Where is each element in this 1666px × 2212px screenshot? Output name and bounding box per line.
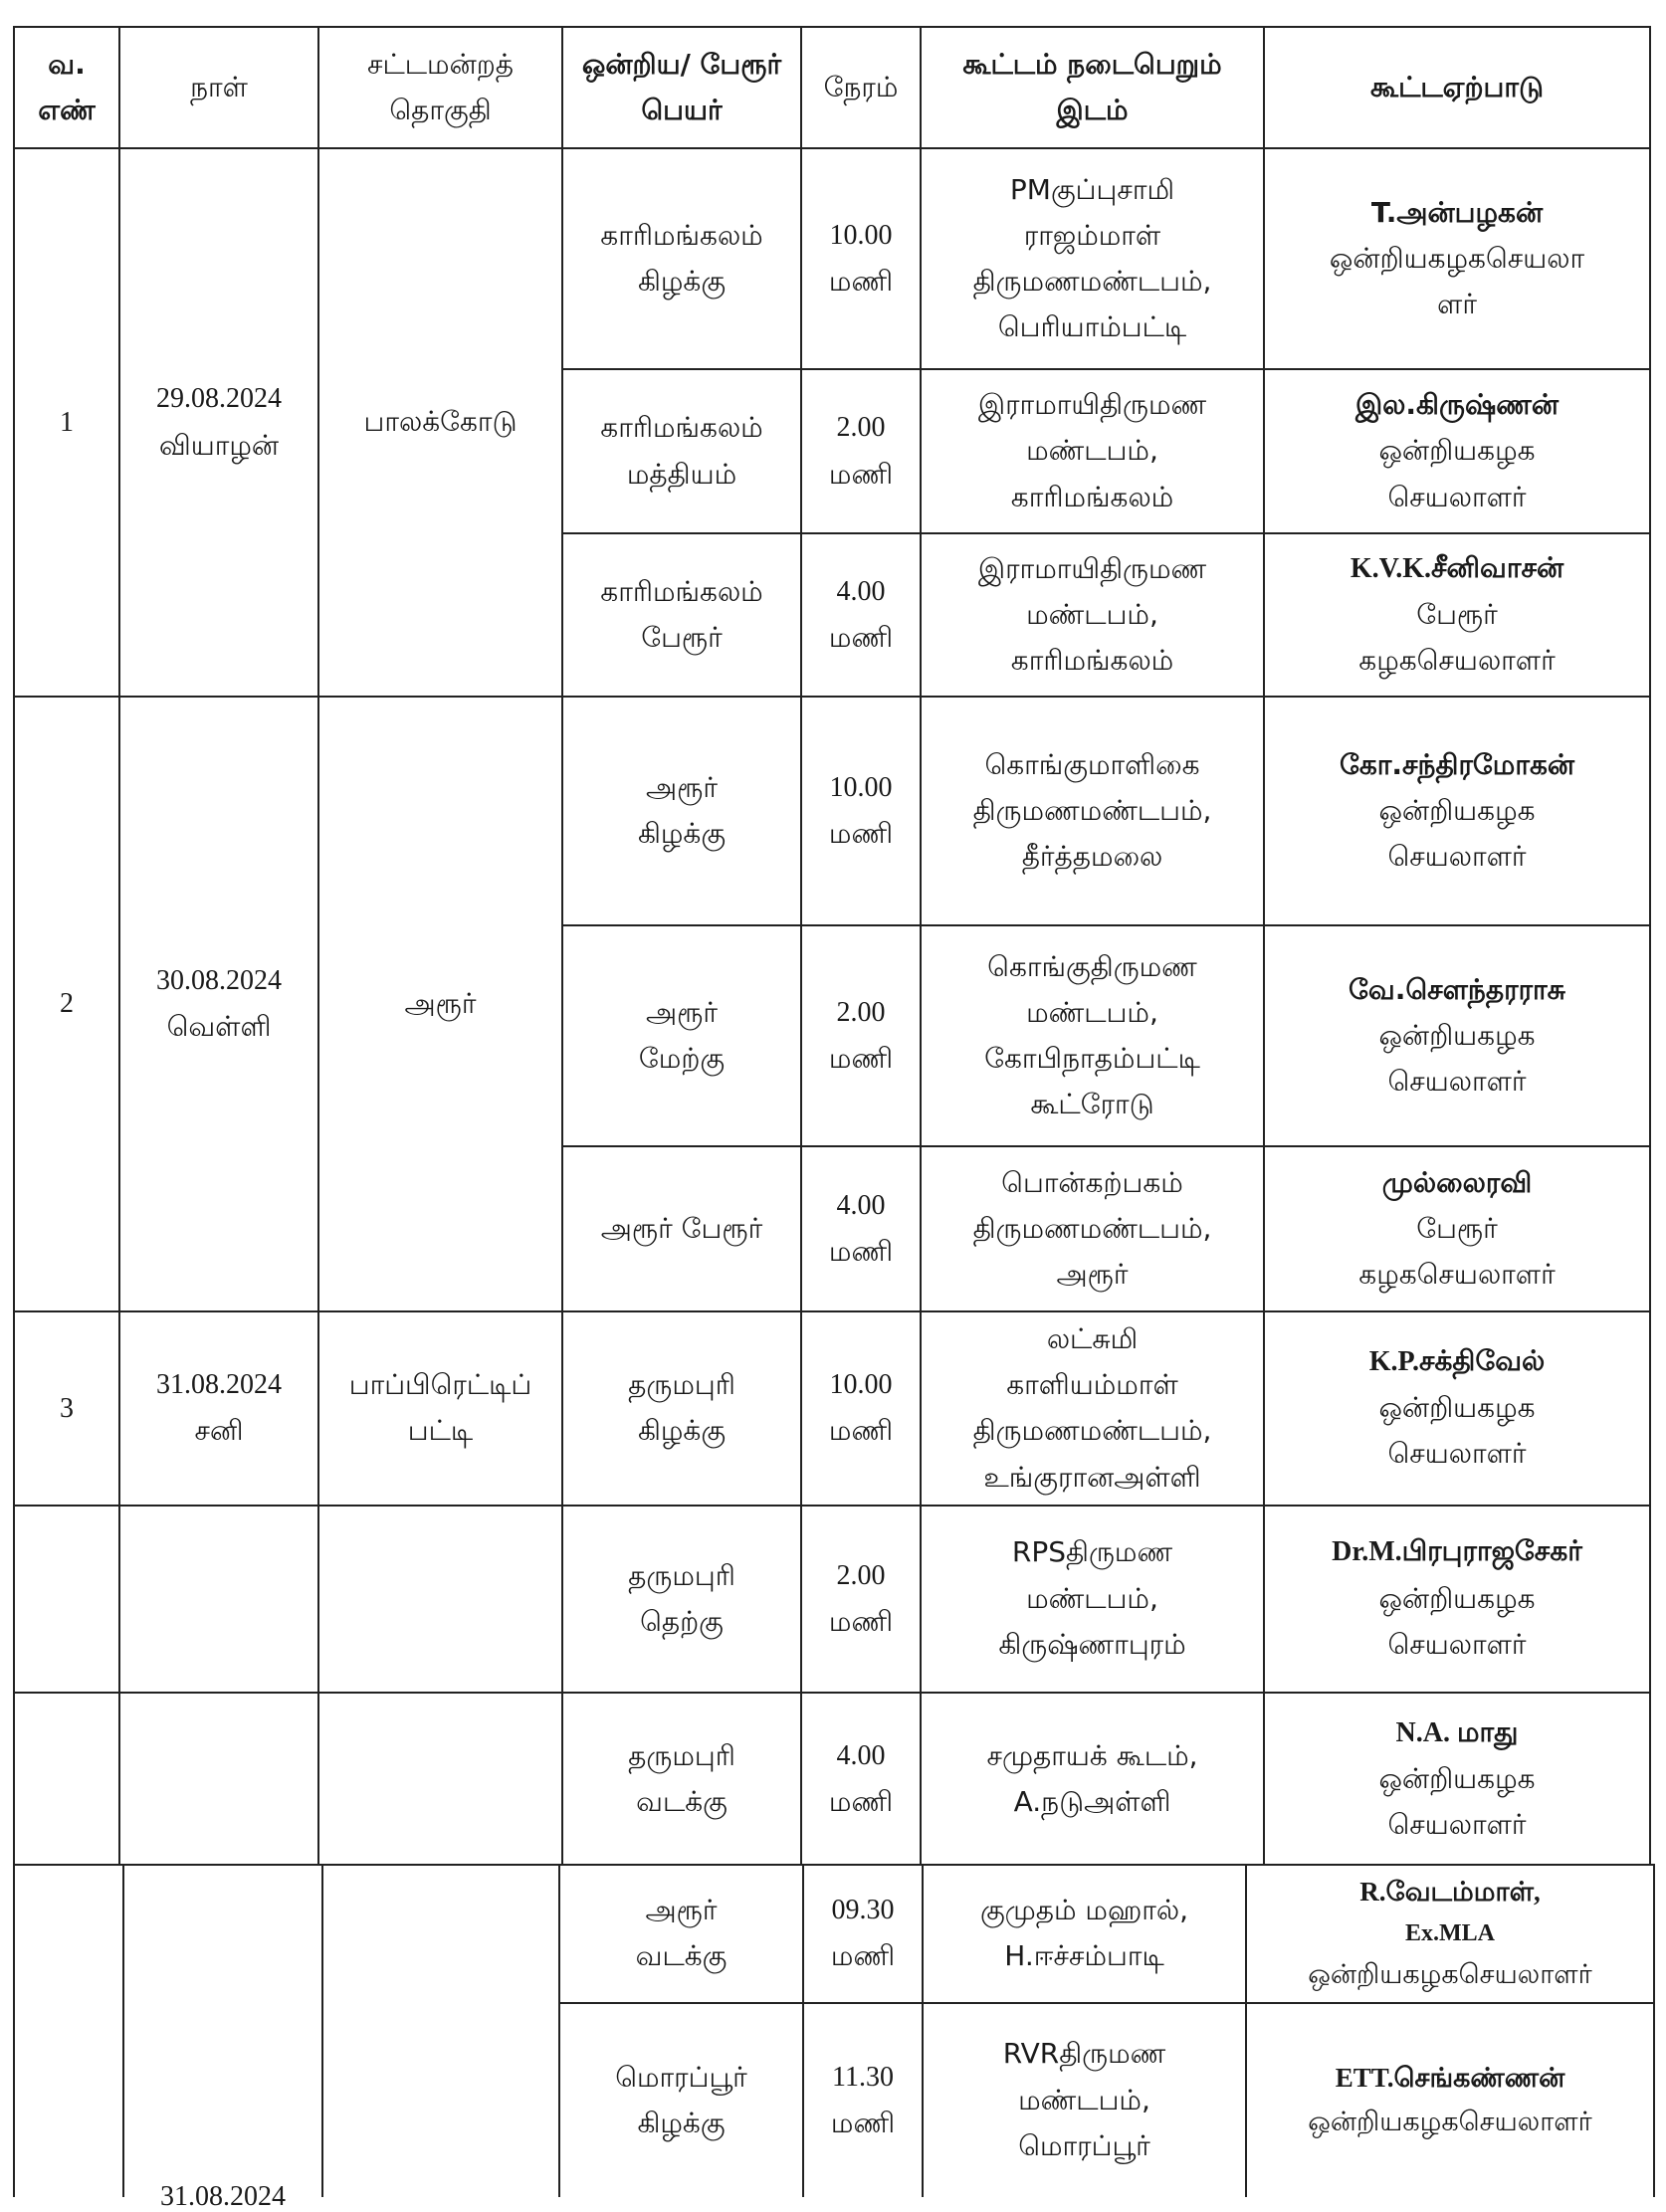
- empty-cell: [119, 1506, 318, 1693]
- table-row: [14, 148, 1650, 369]
- venue-cell: பொன்கற்பகம் திருமணமண்டபம், அரூர்: [921, 1146, 1264, 1311]
- schedule-table: [13, 26, 1651, 1866]
- organizer-cell: N.A. மாது ஒன்றியகழக செயலாளர்: [1264, 1693, 1650, 1866]
- time-cell: 2.00 மணி: [801, 369, 921, 533]
- date-cell: 30.08.2024 வெள்ளி: [119, 697, 318, 1311]
- time-cell: 11.30 மணி: [803, 2003, 923, 2197]
- date-cell: 29.08.2024 வியாழன்: [119, 148, 318, 697]
- header-sno: வ. எண்: [14, 27, 119, 148]
- time-cell: 2.00 மணி: [801, 925, 921, 1146]
- venue-cell: லட்சுமி காளியம்மாள் திருமணமண்டபம், உங்குரானஅள்ளி: [921, 1311, 1264, 1506]
- empty-cell: [322, 1865, 559, 2197]
- organizer-cell: கோ.சந்திரமோகன் ஒன்றியகழக செயலாளர்: [1264, 697, 1650, 925]
- union-cell: காரிமங்கலம் பேரூர்: [562, 533, 801, 697]
- organizer-cell: முல்லைரவி பேரூர் கழகசெயலாளர்: [1264, 1146, 1650, 1311]
- empty-cell: [14, 1865, 123, 2197]
- table-row: [14, 1865, 1654, 2003]
- empty-cell: [318, 1506, 562, 1693]
- union-cell: அரூர் கிழக்கு: [562, 697, 801, 925]
- sno-cell: 1: [14, 148, 119, 697]
- sno-cell: 2: [14, 697, 119, 1311]
- constituency-cell: அரூர்: [318, 697, 562, 1311]
- header-union: ஒன்றிய/ பேரூர் பெயர்: [562, 27, 801, 148]
- organizer-cell: வே.சௌந்தரராசு ஒன்றியகழக செயலாளர்: [1264, 925, 1650, 1146]
- organizer-cell: T.அன்பழகன் ஒன்றியகழகசெயலா ளர்: [1264, 148, 1650, 369]
- union-cell: அரூர் மேற்கு: [562, 925, 801, 1146]
- venue-cell: இராமாயிதிருமண மண்டபம், காரிமங்கலம்: [921, 369, 1264, 533]
- table-row: [14, 1311, 1650, 1506]
- union-cell: தருமபுரி கிழக்கு: [562, 1311, 801, 1506]
- schedule-table-continued: [13, 1864, 1655, 2212]
- union-cell: காரிமங்கலம் கிழக்கு: [562, 148, 801, 369]
- union-cell: தருமபுரி வடக்கு: [562, 1693, 801, 1866]
- organizer-cell: Dr.M.பிரபுராஜசேகர் ஒன்றியகழக செயலாளர்: [1264, 1506, 1650, 1693]
- time-cell: 10.00 மணி: [801, 1311, 921, 1506]
- empty-cell: [119, 1693, 318, 1866]
- organizer-cell: K.P.சக்திவேல் ஒன்றியகழக செயலாளர்: [1264, 1311, 1650, 1506]
- union-cell: தருமபுரி தெற்கு: [562, 1506, 801, 1693]
- time-cell: 4.00 மணி: [801, 533, 921, 697]
- venue-cell: சமுதாயக் கூடம், A.நடுஅள்ளி: [921, 1693, 1264, 1866]
- header-organizer: கூட்டஏற்பாடு: [1264, 27, 1650, 148]
- venue-cell: கொங்குமாளிகை திருமணமண்டபம், தீர்த்தமலை: [921, 697, 1264, 925]
- union-cell: காரிமங்கலம் மத்தியம்: [562, 369, 801, 533]
- venue-cell: RVRதிருமண மண்டபம், மொரப்பூர்: [923, 2003, 1246, 2197]
- venue-cell: RPSதிருமண மண்டபம், கிருஷ்ணாபுரம்: [921, 1506, 1264, 1693]
- empty-cell: [318, 1693, 562, 1866]
- organizer-cell: K.V.K.சீனிவாசன் பேரூர் கழகசெயலாளர்: [1264, 533, 1650, 697]
- header-time: நேரம்: [801, 27, 921, 148]
- union-cell: அரூர் பேரூர்: [562, 1146, 801, 1311]
- date-cell: 31.08.2024: [123, 1865, 322, 2197]
- constituency-cell: பாப்பிரெட்டிப் பட்டி: [318, 1311, 562, 1506]
- venue-cell: இராமாயிதிருமண மண்டபம், காரிமங்கலம்: [921, 533, 1264, 697]
- header-row: [14, 27, 1650, 148]
- venue-cell: குமுதம் மஹால், H.ஈச்சம்பாடி: [923, 1865, 1246, 2003]
- table-row: [14, 697, 1650, 925]
- table-row: [14, 1693, 1650, 1866]
- organizer-cell: இல.கிருஷ்ணன் ஒன்றியகழக செயலாளர்: [1264, 369, 1650, 533]
- time-cell: 4.00 மணி: [801, 1693, 921, 1866]
- union-cell: மொரப்பூர் கிழக்கு: [559, 2003, 803, 2197]
- table-row: [14, 1506, 1650, 1693]
- time-cell: 09.30 மணி: [803, 1865, 923, 2003]
- sno-cell: 3: [14, 1311, 119, 1506]
- union-cell: அரூர் வடக்கு: [559, 1865, 803, 2003]
- time-cell: 4.00 மணி: [801, 1146, 921, 1311]
- header-venue: கூட்டம் நடைபெறும் இடம்: [921, 27, 1264, 148]
- empty-cell: [14, 1693, 119, 1866]
- time-cell: 2.00 மணி: [801, 1506, 921, 1693]
- empty-cell: [14, 1506, 119, 1693]
- time-cell: 10.00 மணி: [801, 148, 921, 369]
- header-date: நாள்: [119, 27, 318, 148]
- venue-cell: கொங்குதிருமண மண்டபம், கோபிநாதம்பட்டி கூட்ரோடு: [921, 925, 1264, 1146]
- constituency-cell: பாலக்கோடு: [318, 148, 562, 697]
- organizer-cell: ETT.செங்கண்ணன் ஒன்றியகழகசெயலாளர்: [1246, 2003, 1654, 2197]
- date-cell: 31.08.2024 சனி: [119, 1311, 318, 1506]
- header-constituency: சட்டமன்றத் தொகுதி: [318, 27, 562, 148]
- venue-cell: PMகுப்புசாமி ராஜம்மாள் திருமணமண்டபம், பெரியாம்பட்டி: [921, 148, 1264, 369]
- time-cell: 10.00 மணி: [801, 697, 921, 925]
- organizer-cell: R.வேடம்மாள், Ex.MLA ஒன்றியகழகசெயலாளர்: [1246, 1865, 1654, 2003]
